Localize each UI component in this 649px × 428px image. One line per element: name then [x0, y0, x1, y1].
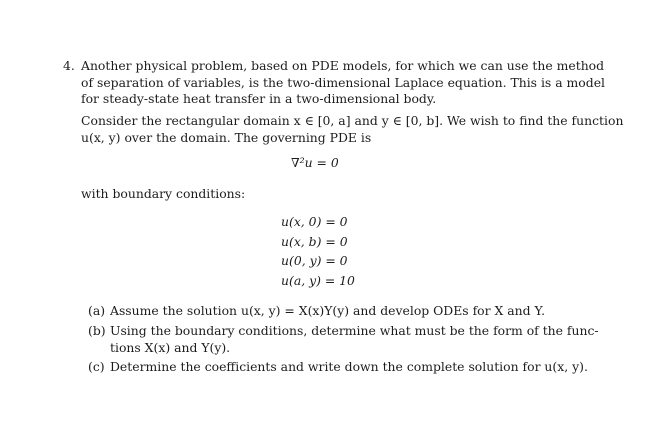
- boundary-condition: u(0, y) = 0: [281, 253, 348, 268]
- part-text: Determine the coefficients and write down the complete solution for u(x, y).: [110, 359, 588, 374]
- part-text: Using the boundary conditions, determine what must be the form of the func-: [110, 323, 599, 338]
- boundary-condition: u(a, y) = 10: [281, 273, 355, 288]
- part-a: [88, 303, 545, 320]
- domain-paragraph: [81, 113, 624, 146]
- intro-line: of separation of variables, is the two-dimensional Laplace equation. This is a model: [81, 74, 605, 90]
- part-label: (c): [88, 359, 105, 374]
- part-c: [88, 359, 588, 376]
- part-text: Assume the solution u(x, y) = X(x)Y(y) and develop ODEs for X and Y.: [110, 303, 546, 318]
- part-text-continued: tions X(x) and Y(y).: [110, 339, 231, 355]
- intro-paragraph: [81, 58, 605, 108]
- part-b: [88, 323, 599, 356]
- domain-line: u(x, y) over the domain. The governing PDE is: [81, 129, 372, 145]
- boundary-condition: u(x, b) = 0: [281, 234, 348, 249]
- boundary-condition: u(x, 0) = 0: [281, 214, 348, 229]
- governing-pde: ∇²u = 0: [291, 155, 339, 170]
- domain-line: Consider the rectangular domain x ∈ [0, a] and y ∈ [0, b]. We wish to find the function: [81, 113, 624, 128]
- part-label: (a): [88, 303, 106, 318]
- intro-line: for steady-state heat transfer in a two-dimensional body.: [81, 91, 437, 106]
- intro-line: Another physical problem, based on PDE models, for which we can use the method: [81, 58, 605, 73]
- part-label: (b): [88, 323, 106, 338]
- bc-intro: with boundary conditions:: [81, 186, 246, 201]
- question-number: 4.: [63, 58, 75, 73]
